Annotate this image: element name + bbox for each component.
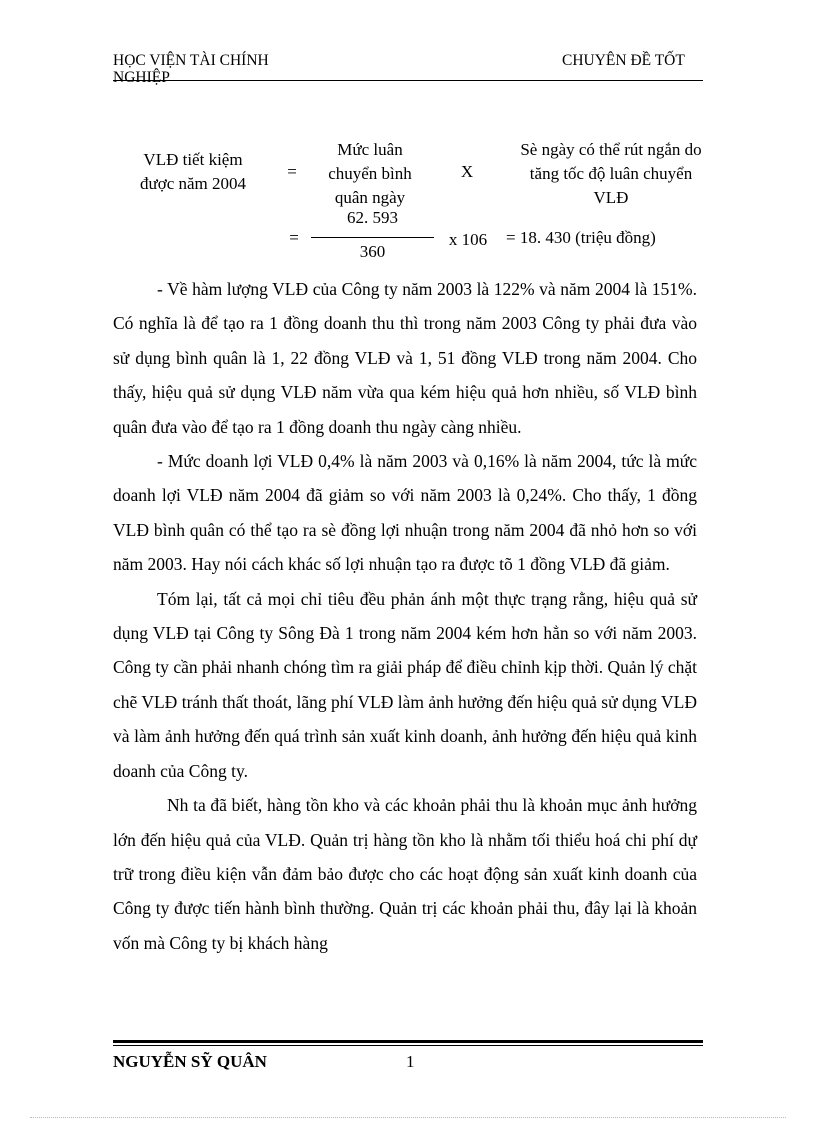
- header-left: HỌC VIỆN TÀI CHÍNH NGHIỆP: [113, 52, 269, 86]
- footer-rule-thin: [113, 1045, 703, 1046]
- formula-term-1: Mức luân chuyển bình quân ngày: [328, 140, 412, 207]
- paragraph: Tóm lại, tất cả mọi chỉ tiêu đều phản ánh một thực trạng rằng, hiệu quả sử dụng VLĐ tại Công ty Sông Đà 1 trong năm 2004 kém hơn hẳn so với năm 2003. Công ty cần phải nhanh chóng tìm ra giải pháp để điều chỉnh kịp thời. Quản lý chặt chẽ VLĐ tránh thất thoát, lãng phí VLĐ làm ảnh hưởng đến hiệu quả sử dụng VLĐ và làm ảnh hưởng đến quá trình sản xuất kinh doanh, ảnh hưởng đến hiệu quả kinh doanh của Công ty.: [113, 588, 697, 781]
- paragraph: Nh ta đã biết, hàng tồn kho và các khoản phải thu là khoản mục ảnh hưởng lớn đến hiệu quả của VLĐ. Quản trị hàng tồn kho là nhằm tối thiểu hoá chi phí dự trữ trong điều kiện vẫn đảm bảo được cho các hoạt động sản xuất kinh doanh của Công ty được tiến hành bình thường. Quản trị các khoản phải thu, đây lại là khoản vốn mà Công ty bị khách hàng: [113, 795, 697, 953]
- paragraph: - Mức doanh lợi VLĐ 0,4% là năm 2003 và 0,16% là năm 2004, tức là mức doanh lợi VLĐ năm 2004 đã giảm so với năm 2003 là 0,24%. Cho thấy, 1 đồng VLĐ bình quân có thể tạo ra sè đồng lợi nhuận trong năm 2004 đã nhỏ hơn so với năm 2003. Hay nói cách khác số lợi nhuận tạo ra được tõ 1 đồng VLĐ đã giảm.: [113, 451, 697, 575]
- paragraph: - Về hàm lượng VLĐ của Công ty năm 2003 là 122% và năm 2004 là 151%. Có nghĩa là để tạo ra 1 đồng doanh thu thì trong năm 2003 Công ty phải đưa vào sử dụng bình quân là 1, 22 đồng VLĐ và 1, 51 đồng VLĐ trong năm 2004. Cho thấy, hiệu quả sử dụng VLĐ năm vừa qua kém hiệu quả hơn nhiều, số VLĐ bình quân đưa vào để tạo ra 1 đồng doanh thu ngày càng nhiều.: [113, 279, 697, 437]
- footer-author: NGUYỄN SỸ QUÂN: [113, 1052, 267, 1071]
- page-number: 1: [406, 1052, 415, 1071]
- formula-multiplier: x 106: [448, 230, 488, 249]
- formula-times: X: [460, 162, 474, 181]
- formula-numerator: 62. 593: [347, 208, 398, 227]
- fraction-bar: [311, 237, 434, 238]
- formula-lhs: VLĐ tiết kiệm được năm 2004: [139, 150, 247, 193]
- formula-equals-2: =: [289, 228, 299, 247]
- formula-denominator: 360: [359, 242, 386, 261]
- formula-term-2: Sè ngày có thể rút ngắn do tăng tốc độ luân chuyển VLĐ: [520, 140, 702, 207]
- header-rule: [113, 80, 703, 81]
- formula-equals-1: =: [287, 162, 297, 181]
- body-text: [113, 272, 697, 960]
- formula-result: = 18. 430 (triệu đồng): [506, 228, 656, 247]
- header-right: CHUYÊN ĐỀ TỐT: [562, 52, 685, 69]
- page-bottom-border: [30, 1117, 786, 1118]
- footer-rule-thick: [113, 1040, 703, 1043]
